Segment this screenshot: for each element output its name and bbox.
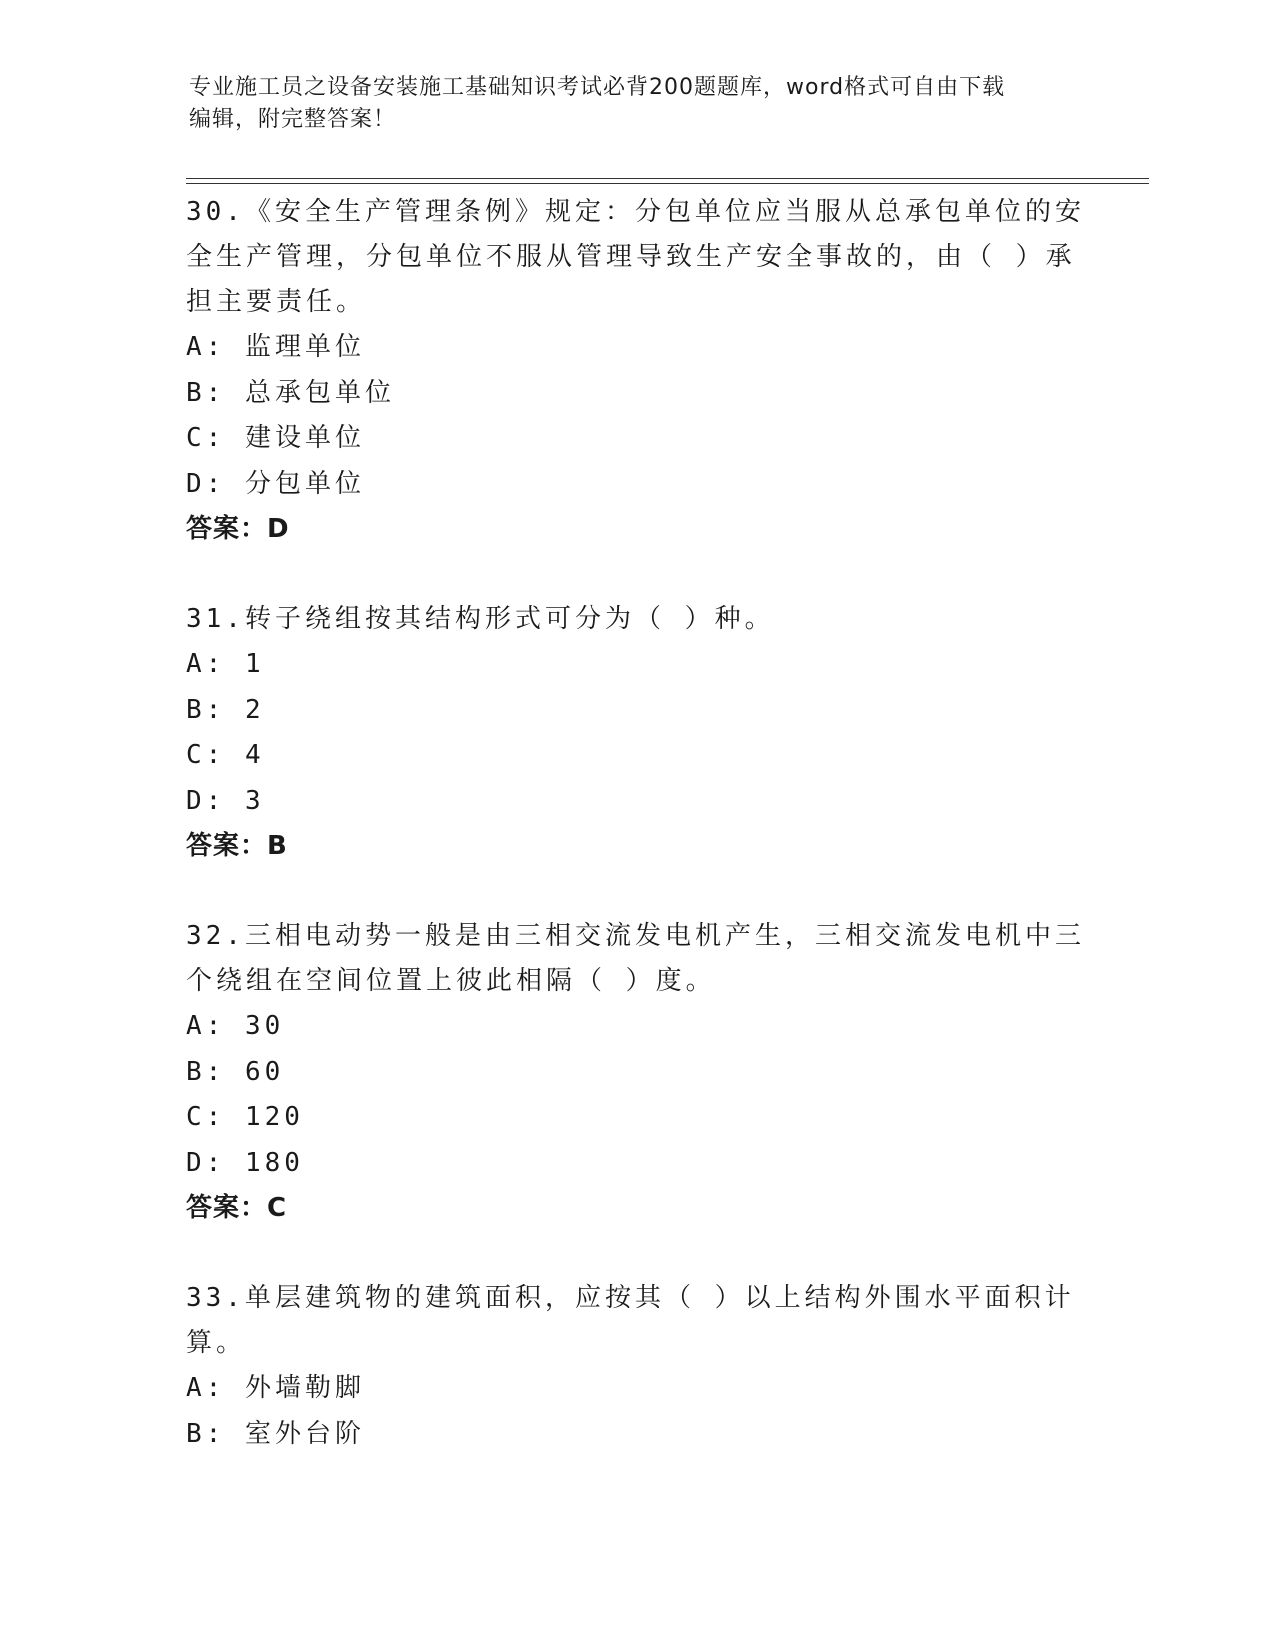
question-stem: 30.《安全生产管理条例》规定：分包单位应当服从总承包单位的安全生产管理，分包单位不服从管理导致生产安全事故的，由（ ）承担主要责任。	[186, 197, 1085, 317]
option-a: A: 外墙勒脚	[186, 1373, 365, 1403]
question-spacer	[186, 552, 1086, 597]
option-b: B: 60	[186, 1056, 285, 1087]
question-stem: 32.三相电动势一般是由三相交流发电机产生，三相交流发电机中三个绕组在空间位置上彼此相隔（ ）度。	[186, 921, 1085, 996]
option-c: C: 4	[186, 740, 265, 770]
answer-line: 答案：B	[186, 831, 288, 861]
question-list	[186, 190, 1086, 1457]
question-31	[186, 597, 1086, 869]
answer-line: 答案：D	[186, 514, 290, 544]
header-divider-bottom	[186, 183, 1149, 184]
option-b: B: 2	[186, 694, 265, 725]
option-c: C: 建设单位	[186, 423, 365, 453]
option-a: A: 监理单位	[186, 332, 365, 362]
question-33	[186, 1276, 1086, 1457]
question-32	[186, 914, 1086, 1231]
question-30	[186, 190, 1086, 552]
option-b: B: 室外台阶	[186, 1418, 365, 1449]
header-title-line-2: 编辑，附完整答案！	[189, 107, 397, 132]
option-b: B: 总承包单位	[186, 377, 395, 408]
header-divider-top	[186, 178, 1149, 179]
option-a: A: 1	[186, 649, 265, 679]
question-stem: 33.单层建筑物的建筑面积，应按其（ ）以上结构外围水平面积计算。	[186, 1283, 1075, 1358]
document-header	[189, 72, 1069, 136]
header-title-line-1: 专业施工员之设备安装施工基础知识考试必背200题题库，word格式可自由下载	[189, 75, 1006, 100]
option-d: D: 分包单位	[186, 468, 365, 499]
question-spacer	[186, 1231, 1086, 1276]
option-a: A: 30	[186, 1011, 285, 1041]
option-c: C: 120	[186, 1102, 304, 1132]
question-stem: 31.转子绕组按其结构形式可分为（ ）种。	[186, 604, 775, 634]
option-d: D: 180	[186, 1147, 304, 1178]
question-spacer	[186, 869, 1086, 914]
answer-line: 答案：C	[186, 1193, 288, 1223]
option-d: D: 3	[186, 785, 265, 816]
